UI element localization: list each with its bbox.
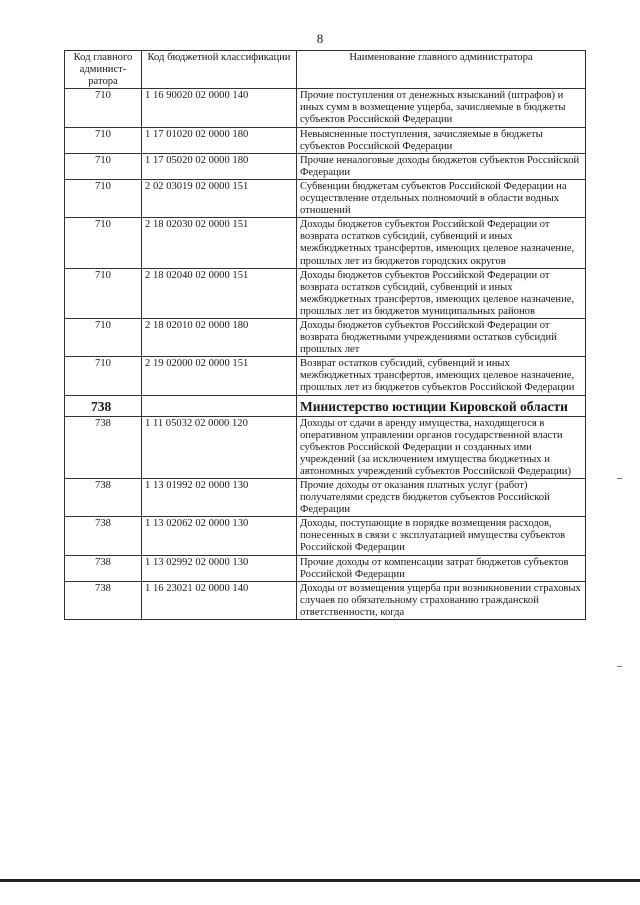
table-row [65,555,586,581]
table-row [65,581,586,619]
budget-code-cell: 1 13 02992 02 0000 130 [142,555,297,581]
admin-name-cell: Прочие поступления от денежных взысканий (штрафов) и иных сумм в возмещение ущерба, зачисляемые в бюджеты субъектов Российской Федерации [297,89,586,127]
budget-code-cell: 1 16 90020 02 0000 140 [142,89,297,127]
header-admin-code: Код главного админист-ратора [65,51,142,89]
admin-name-cell: Доходы бюджетов субъектов Российской Федерации от возврата остатков субсидий, субвенций и иных межбюджетных трансфертов, имеющих целевое назначение, прошлых лет из бюджетов муниципальных районов [297,268,586,318]
ministry-name-cell: Министерство юстиции Кировской области [297,395,586,416]
budget-code-cell: 1 16 23021 02 0000 140 [142,581,297,619]
admin-code-cell: 738 [65,555,142,581]
budget-code-cell: 1 11 05032 02 0000 120 [142,416,297,478]
budget-code-cell: 2 18 02040 02 0000 151 [142,268,297,318]
admin-code-cell: 738 [65,479,142,517]
budget-code-cell: 1 13 01992 02 0000 130 [142,479,297,517]
admin-name-cell: Субвенции бюджетам субъектов Российской Федерации на осуществление отдельных полномочий в области водных отношений [297,179,586,217]
admin-code-cell: 710 [65,318,142,356]
table-row [65,318,586,356]
table-row [65,357,586,395]
admin-name-cell: Доходы бюджетов субъектов Российской Федерации от возврата остатков субсидий, субвенций и иных межбюджетных трансфертов, имеющих целевое назначение, прошлых лет из бюджетов городских округов [297,218,586,268]
admin-code-cell: 738 [65,517,142,555]
budget-code-cell: 2 02 03019 02 0000 151 [142,179,297,217]
admin-name-cell: Прочие неналоговые доходы бюджетов субъектов Российской Федерации [297,153,586,179]
budget-code-cell: 2 18 02030 02 0000 151 [142,218,297,268]
admin-code-cell: 710 [65,89,142,127]
admin-code-cell: 710 [65,268,142,318]
admin-code-cell: 710 [65,357,142,395]
admin-code-cell: 738 [65,581,142,619]
budget-code-cell: 1 13 02062 02 0000 130 [142,517,297,555]
header-budget-code: Код бюджетной классификации [142,51,297,89]
budget-code-cell: 2 19 02000 02 0000 151 [142,357,297,395]
table-row [65,89,586,127]
table-row [65,416,586,478]
admin-name-cell: Возврат остатков субсидий, субвенций и иных межбюджетных трансфертов, имеющих целевое назначение, прошлых лет из бюджетов субъектов Российской Федерации [297,357,586,395]
table-header-row [65,51,586,89]
budget-code-cell: 2 18 02010 02 0000 180 [142,318,297,356]
administrators-table [64,50,586,620]
admin-code-cell: 710 [65,153,142,179]
budget-code-cell: 1 17 05020 02 0000 180 [142,153,297,179]
admin-code-cell: 738 [65,416,142,478]
admin-name-cell: Прочие доходы от оказания платных услуг (работ) получателями средств бюджетов субъектов Российской Федерации [297,479,586,517]
table-row [65,268,586,318]
admin-code-cell: 710 [65,218,142,268]
page-bottom-rule [0,879,640,882]
admin-name-cell: Доходы, поступающие в порядке возмещения расходов, понесенных в связи с эксплуатацией имущества субъектов Российской Федерации [297,517,586,555]
admin-name-cell: Невыясненные поступления, зачисляемые в бюджеты субъектов Российской Федерации [297,127,586,153]
scan-margin-mark [617,478,622,479]
page-number: 8 [316,31,324,46]
table-row [65,218,586,268]
table-row [65,127,586,153]
admin-code-cell: 710 [65,179,142,217]
admin-name-cell: Доходы от сдачи в аренду имущества, находящегося в оперативном управлении органов государственной власти субъектов Российской Федерации и созданных ими учреждений (за исключением имущества бюджетных и автономных учреждений субъектов Российской Федерации) [297,416,586,478]
table-row [65,179,586,217]
table-row [65,517,586,555]
header-admin-name: Наименование главного администратора [297,51,586,89]
budget-code-cell: 1 17 01020 02 0000 180 [142,127,297,153]
table-row [65,153,586,179]
table-row [65,479,586,517]
admin-name-cell: Доходы бюджетов субъектов Российской Федерации от возврата бюджетными учреждениями остатков субсидий прошлых лет [297,318,586,356]
scan-margin-mark [617,666,622,667]
admin-code-cell: 710 [65,127,142,153]
admin-name-cell: Доходы от возмещения ущерба при возникновении страховых случаев по обязательному страхованию гражданской ответственности, когда [297,581,586,619]
admin-name-cell: Прочие доходы от компенсации затрат бюджетов субъектов Российской Федерации [297,555,586,581]
ministry-heading-row [65,395,586,416]
ministry-budget-code-cell [142,395,297,416]
ministry-code-cell: 738 [65,395,142,416]
